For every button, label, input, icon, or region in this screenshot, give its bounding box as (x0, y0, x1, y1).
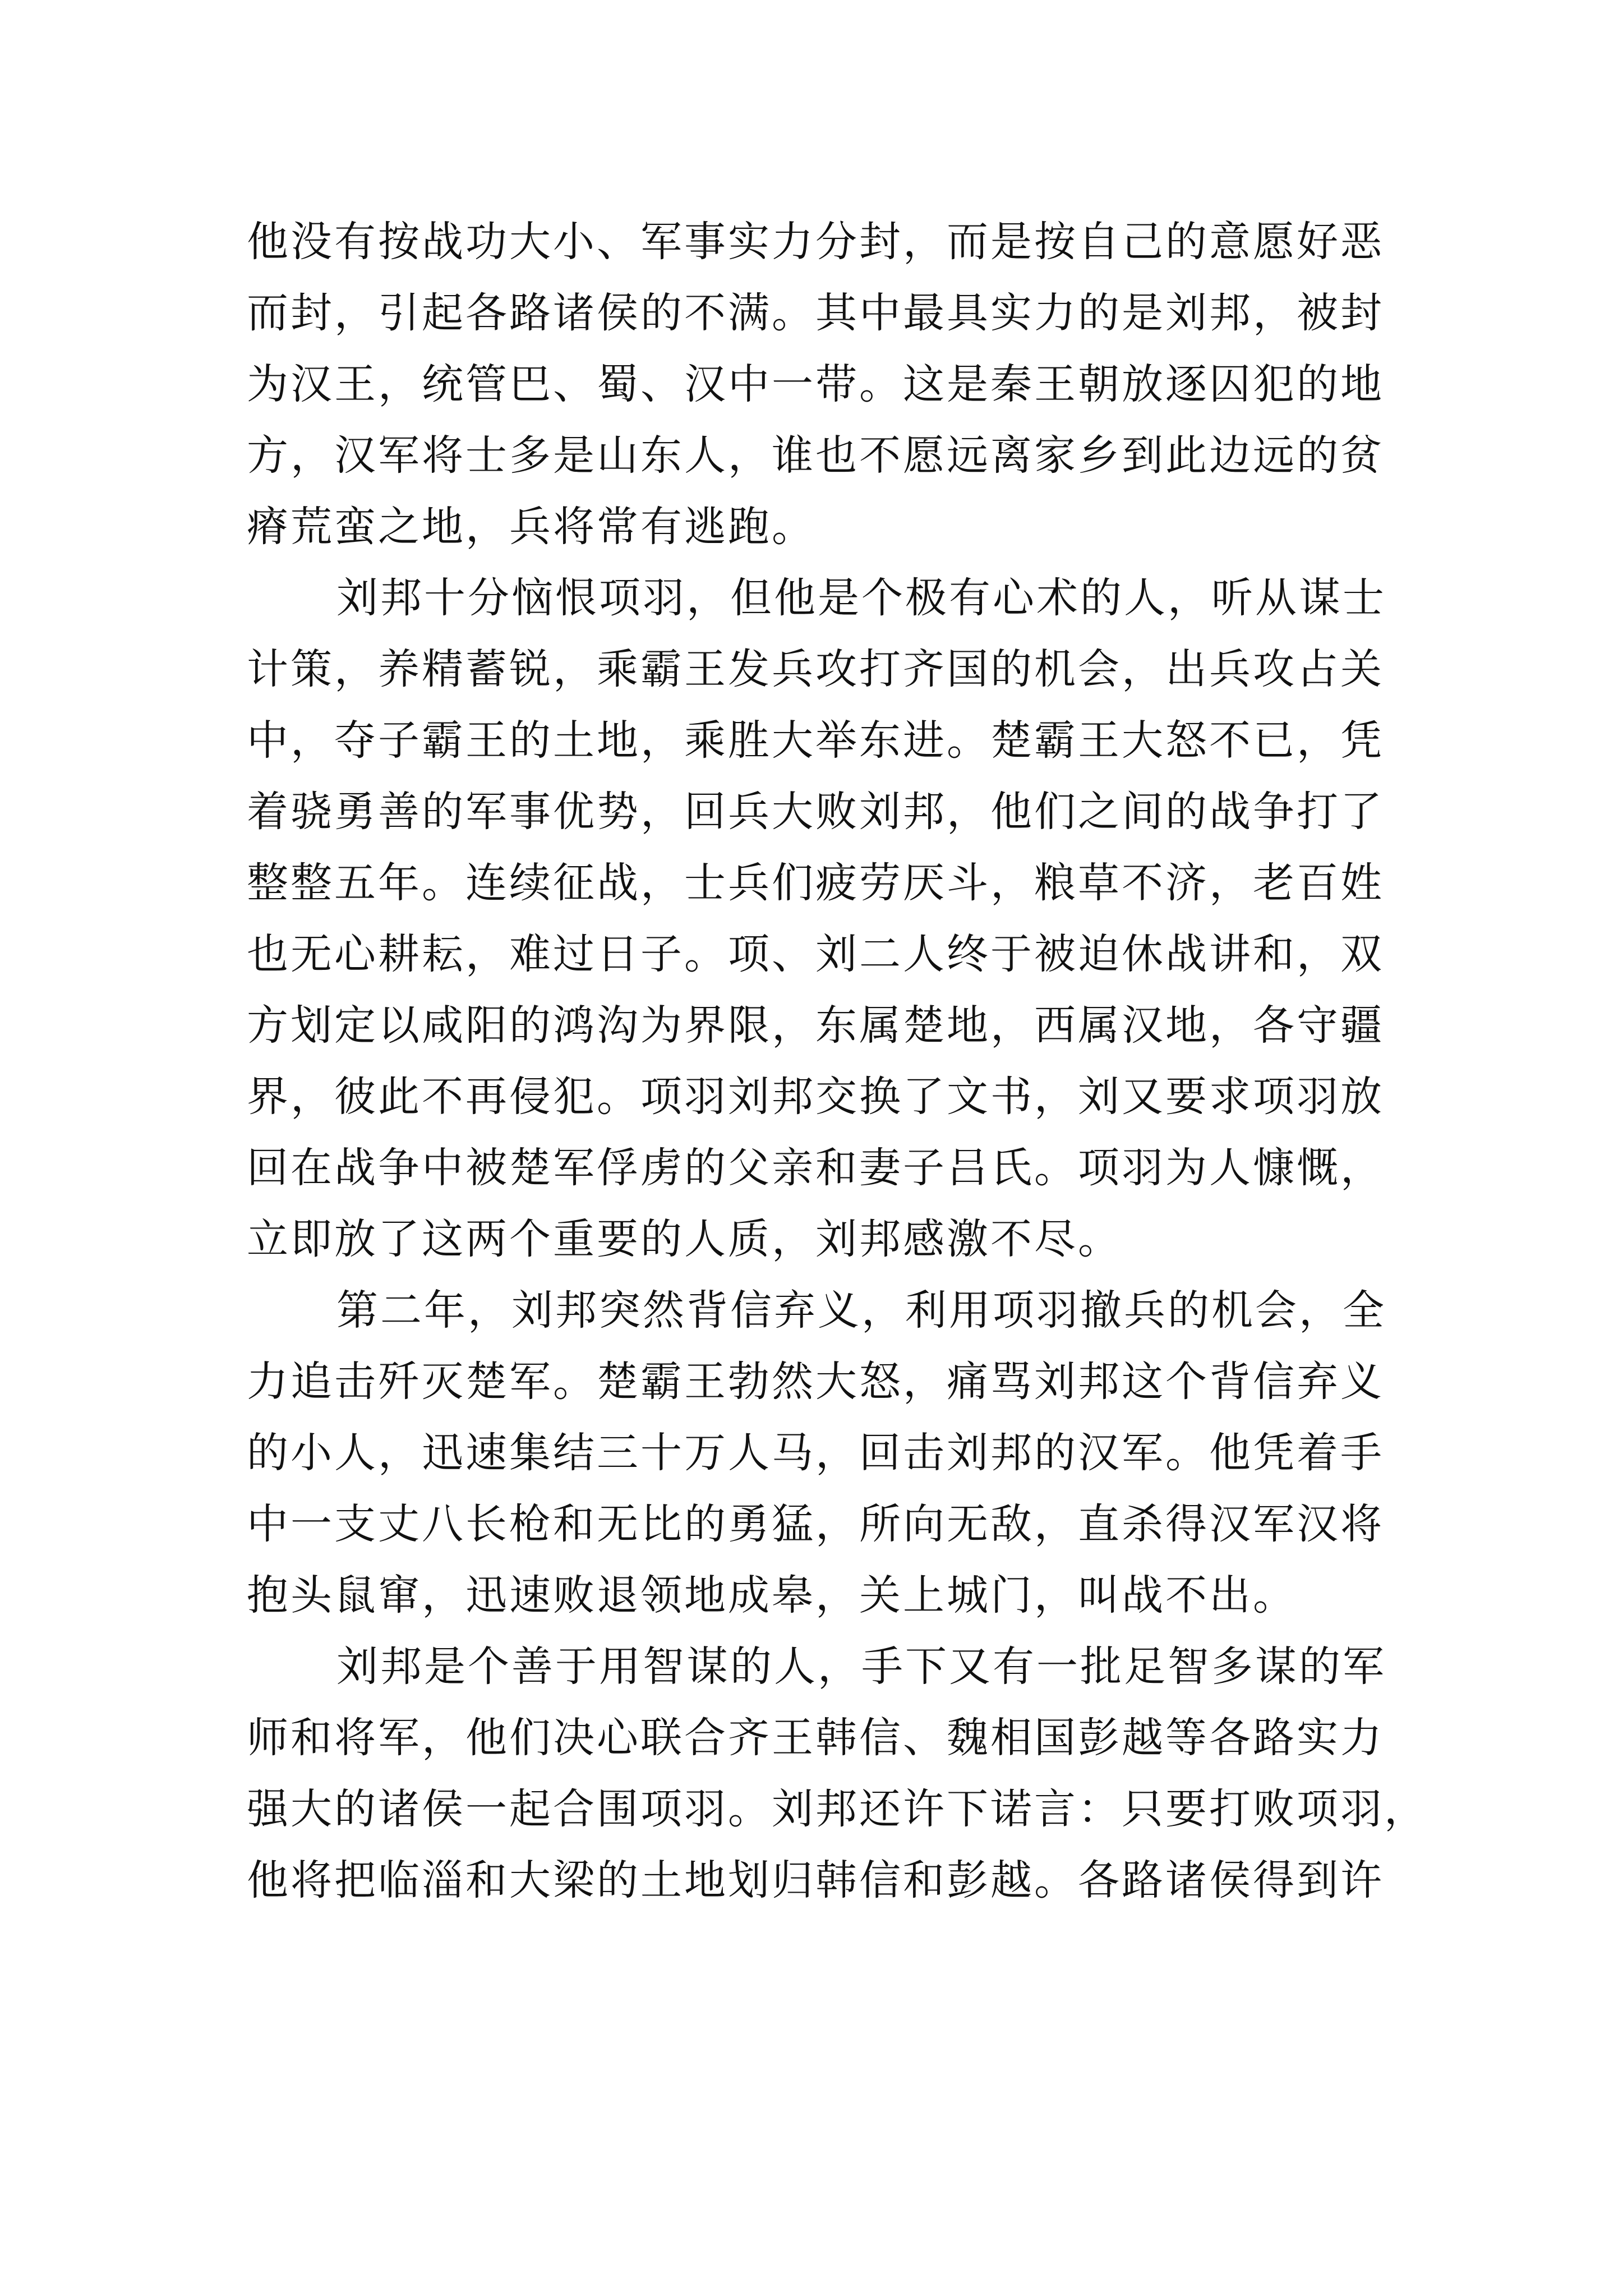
paragraph-4 (247, 1631, 1428, 1916)
text-line: 他将把临淄和大梁的土地划归韩信和彭越。各路诸侯得到许 (247, 1856, 1384, 1904)
text-line: 刘邦是个善于用智谋的人，手下又有一批足智多谋的军 (336, 1642, 1386, 1691)
text-line: 中，夺子霸王的土地，乘胜大举东进。楚霸王大怒不已，凭 (247, 716, 1384, 765)
text-line: 的小人，迅速集结三十万人马，回击刘邦的汉军。他凭着手 (247, 1429, 1384, 1477)
text-line: 中一支丈八长枪和无比的勇猛，所向无敌，直杀得汉军汉将 (247, 1500, 1384, 1548)
text-line: 抱头鼠窜，迅速败退领地成皋，关上城门，叫战不出。 (247, 1571, 1297, 1619)
text-line: 整整五年。连续征战，士兵们疲劳厌斗，粮草不济，老百姓 (247, 859, 1384, 907)
text-line: 为汉王，统管巴、蜀、汉中一带。这是秦王朝放逐囚犯的地 (247, 360, 1384, 408)
paragraph-3 (247, 1275, 1386, 1631)
text-line: 师和将军，他们决心联合齐王韩信、魏相国彭越等各路实力 (247, 1714, 1384, 1762)
text-line: 方划定以咸阳的鸿沟为界限，东属楚地，西属汉地，各守疆 (247, 1001, 1384, 1050)
text-line: 强大的诸侯一起合围项羽。刘邦还许下诺言：只要打败项羽， (247, 1785, 1428, 1833)
text-line: 回在战争中被楚军俘虏的父亲和妻子吕氏。项羽为人慷慨， (247, 1144, 1384, 1192)
text-line: 力追击歼灭楚军。楚霸王勃然大怒，痛骂刘邦这个背信弃义 (247, 1358, 1384, 1406)
text-line: 刘邦十分恼恨项羽，但他是个极有心术的人，听从谋士 (336, 574, 1386, 622)
text-line: 计策，养精蓄锐，乘霸王发兵攻打齐国的机会，出兵攻占关 (247, 645, 1384, 693)
text-line: 立即放了这两个重要的人质，刘邦感激不尽。 (247, 1215, 1122, 1263)
text-line: 也无心耕耘，难过日子。项、刘二人终于被迫休战讲和，双 (247, 930, 1384, 978)
text-line: 界，彼此不再侵犯。项羽刘邦交换了文书，刘又要求项羽放 (247, 1073, 1384, 1121)
body-text (247, 206, 1428, 1916)
text-line: 而封，引起各路诸侯的不满。其中最具实力的是刘邦，被封 (247, 289, 1384, 337)
text-line: 瘠荒蛮之地，兵将常有逃跑。 (247, 503, 815, 551)
paragraph-2 (247, 563, 1386, 1275)
text-line: 他没有按战功大小、军事实力分封，而是按自己的意愿好恶 (247, 218, 1384, 266)
paragraph-1 (247, 206, 1384, 563)
text-line: 第二年，刘邦突然背信弃义，利用项羽撤兵的机会，全 (336, 1286, 1386, 1335)
text-line: 方，汉军将士多是山东人，谁也不愿远离家乡到此边远的贫 (247, 431, 1384, 480)
text-line: 着骁勇善的军事优势，回兵大败刘邦，他们之间的战争打了 (247, 788, 1384, 836)
